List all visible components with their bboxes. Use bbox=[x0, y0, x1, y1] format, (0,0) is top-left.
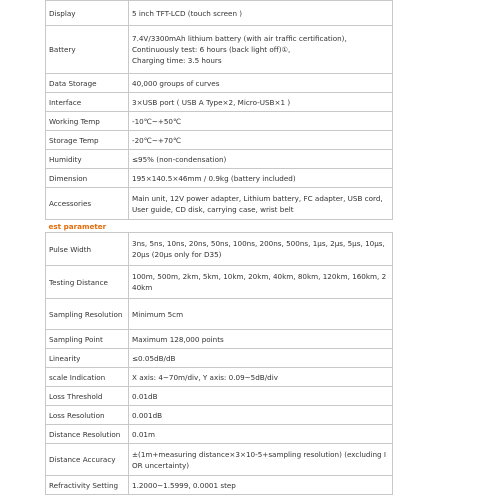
value-linearity: ≤0.05dB/dB bbox=[129, 349, 393, 368]
label-pulse-width: Pulse Width bbox=[46, 233, 129, 266]
row-loss-resolution bbox=[46, 406, 393, 425]
label-display: Display bbox=[46, 1, 129, 26]
value-display: 5 inch TFT-LCD (touch screen ) bbox=[129, 1, 393, 26]
label-distance-resolution: Distance Resolution bbox=[46, 425, 129, 444]
row-display bbox=[46, 1, 393, 26]
value-testing-distance: 100m, 500m, 2km, 5km, 10km, 20km, 40km, 80km, 120km, 160km, 240km bbox=[129, 266, 393, 299]
row-accessories bbox=[46, 188, 393, 220]
value-battery bbox=[129, 26, 393, 74]
value-storage-temp: -20℃~+70℃ bbox=[129, 131, 393, 150]
row-sampling-resolution bbox=[46, 299, 393, 330]
label-battery: Battery bbox=[46, 26, 129, 74]
spec-table bbox=[45, 0, 393, 495]
value-humidity: ≤95% (non-condensation) bbox=[129, 150, 393, 169]
value-sampling-resolution: Minimum 5cm bbox=[129, 299, 393, 330]
label-refractivity-setting: Refractivity Setting bbox=[46, 476, 129, 495]
value-scale-indication: X axis: 4~70m/div, Y axis: 0.09~5dB/div bbox=[129, 368, 393, 387]
label-distance-accuracy: Distance Accuracy bbox=[46, 444, 129, 476]
label-scale-indication: scale Indication bbox=[46, 368, 129, 387]
value-accessories: Main unit, 12V power adapter, Lithium battery, FC adapter, USB cord, User guide, CD disk, carrying case, wrist belt bbox=[129, 188, 393, 220]
label-storage-temp: Storage Temp bbox=[46, 131, 129, 150]
row-sampling-point bbox=[46, 330, 393, 349]
value-loss-threshold: 0.01dB bbox=[129, 387, 393, 406]
row-distance-accuracy bbox=[46, 444, 393, 476]
label-data-storage: Data Storage bbox=[46, 74, 129, 93]
row-linearity bbox=[46, 349, 393, 368]
row-humidity bbox=[46, 150, 393, 169]
value-pulse-width: 3ns, 5ns, 10ns, 20ns, 50ns, 100ns, 200ns, 500ns, 1μs, 2μs, 5μs, 10μs, 20μs (20μs only for D35) bbox=[129, 233, 393, 266]
value-loss-resolution: 0.001dB bbox=[129, 406, 393, 425]
label-working-temp: Working Temp bbox=[46, 112, 129, 131]
battery-line-1: 7.4V/3300mAh lithium battery (with air traffic certification), bbox=[132, 34, 347, 43]
value-dimension: 195×140.5×46mm / 0.9kg (battery included) bbox=[129, 169, 393, 188]
battery-line-3: Charging time: 3.5 hours bbox=[132, 56, 222, 65]
row-pulse-width bbox=[46, 233, 393, 266]
section-row bbox=[46, 220, 393, 233]
label-testing-distance: Testing Distance bbox=[46, 266, 129, 299]
row-interface bbox=[46, 93, 393, 112]
row-testing-distance bbox=[46, 266, 393, 299]
label-dimension: Dimension bbox=[46, 169, 129, 188]
row-working-temp bbox=[46, 112, 393, 131]
battery-line-2: Continuously test: 6 hours (back light off)①, bbox=[132, 45, 291, 54]
row-refractivity-setting bbox=[46, 476, 393, 495]
label-humidity: Humidity bbox=[46, 150, 129, 169]
section-title: est parameter bbox=[48, 221, 107, 231]
value-distance-accuracy: ±(1m+measuring distance×3×10-5+sampling resolution) (excluding IOR uncertainty) bbox=[129, 444, 393, 476]
label-sampling-point: Sampling Point bbox=[46, 330, 129, 349]
label-interface: Interface bbox=[46, 93, 129, 112]
row-storage-temp bbox=[46, 131, 393, 150]
label-linearity: Linearity bbox=[46, 349, 129, 368]
value-refractivity-setting: 1.2000~1.5999, 0.0001 step bbox=[129, 476, 393, 495]
row-distance-resolution bbox=[46, 425, 393, 444]
row-data-storage bbox=[46, 74, 393, 93]
value-interface: 3×USB port ( USB A Type×2, Micro-USB×1 ) bbox=[129, 93, 393, 112]
label-loss-resolution: Loss Resolution bbox=[46, 406, 129, 425]
row-dimension bbox=[46, 169, 393, 188]
label-sampling-resolution: Sampling Resolution bbox=[46, 299, 129, 330]
row-loss-threshold bbox=[46, 387, 393, 406]
row-scale-indication bbox=[46, 368, 393, 387]
value-distance-resolution: 0.01m bbox=[129, 425, 393, 444]
label-accessories: Accessories bbox=[46, 188, 129, 220]
value-sampling-point: Maximum 128,000 points bbox=[129, 330, 393, 349]
row-battery bbox=[46, 26, 393, 74]
value-data-storage: 40,000 groups of curves bbox=[129, 74, 393, 93]
value-working-temp: -10℃~+50℃ bbox=[129, 112, 393, 131]
label-loss-threshold: Loss Threshold bbox=[46, 387, 129, 406]
